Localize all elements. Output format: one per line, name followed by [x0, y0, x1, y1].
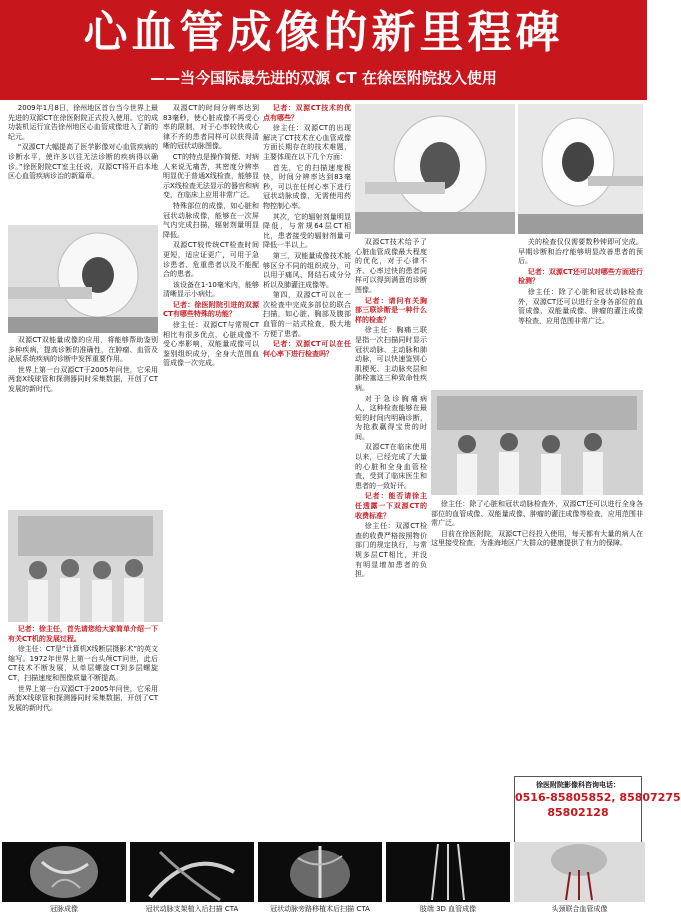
scan-stent: [130, 842, 254, 902]
caption-coronary: 冠脉成像: [50, 905, 78, 913]
page-subtitle: ——当今国际最先进的双源 CT 在徐医附院投入使用: [150, 69, 497, 87]
doctors-reviewing-photo: [431, 390, 643, 495]
paragraph: 其次，它的辐射剂量明显降低，与常规64层CT相比，患者接受的辐射剂量可降低一半以上。: [263, 212, 351, 250]
heart-vessels-illustration: [2, 842, 126, 902]
interview-question: 记者：双源CT还可以对哪些方面进行检测？: [518, 267, 643, 286]
ct-scanner-photo-left: [8, 225, 158, 333]
stent-illustration: [130, 842, 254, 902]
paragraph: 双源CT技术给予了心脏血管成像最大程度的优化，对于心律不齐、心率过快的患者同样可以得到满意的诊断图像。: [355, 238, 427, 294]
paragraph: 该设备在1-10毫米内，能够清晰显示小病灶。: [163, 280, 259, 299]
caption-head-neck: 头颈联合血管成像: [551, 905, 608, 913]
medical-team-photo: [8, 510, 163, 622]
caption-bypass: 冠状动脉旁路移植术后扫描 CTA: [270, 905, 370, 913]
interview-question: 记者：双源CT可以在任何心率下进行检查吗？: [263, 340, 351, 358]
paragraph: 双源CT双能量成像的应用，将能够帮助鉴别多种疾病，提高诊断的准确性，在肿瘤、血管及泌尿系统疾病的诊断中发挥重要作用。: [8, 336, 158, 364]
paragraph: 世界上第一台双源CT于2005年问世，它采用两套X线球管和探测器同时采集数据，开创了CT发展的新时代。: [8, 365, 158, 393]
headline-banner: [0, 0, 647, 100]
team-illustration: [8, 510, 163, 622]
interview-question: 记者：请问有关胸部三联诊断是一种什么样的检查？: [355, 296, 427, 324]
scan-head-neck: [514, 842, 645, 902]
paragraph: 徐主任：双源CT的出现解决了CT技术在心血管成像方面长期存在的技术难题，主要体现在以下几个方面：: [263, 124, 351, 161]
interview-question: 记者：双源CT技术的优点有哪些？: [263, 104, 351, 122]
article-column-1c: [8, 625, 158, 840]
head-neck-vessels-illustration: [514, 842, 645, 902]
caption-stent: 冠状动脉支架植入后扫描 CTA: [145, 905, 239, 913]
article-column-5b: [431, 500, 643, 772]
interview-question: 记者：徐医附院引进的双源CT有哪些特殊的功能？: [163, 300, 259, 319]
caption-limb: 肢端 3D 血管成像: [419, 905, 477, 913]
article-column-2: [163, 104, 259, 840]
scan-limb: [386, 842, 510, 902]
ct-scanner-photo-right: [518, 104, 643, 234]
article-column-4: [355, 238, 427, 840]
paragraph: 双源CT较传统CT检查时间更短，适应证更广，可用于急诊患者、危重患者以及不能配合的患者。: [163, 241, 259, 279]
article-column-3: [263, 104, 351, 840]
paragraph: 双源CT的时间分辨率达到83毫秒，使心脏成像不再受心率的限制，对于心率较快或心律不齐的患者同样可以获得清晰的冠状动脉图像。: [163, 104, 259, 151]
article-column-5: [518, 238, 643, 386]
scan-coronary: [2, 842, 126, 902]
article-column-1: [8, 104, 158, 224]
paragraph: 第四，双源CT可以在一次检查中完成多部位的联合扫描，如心脏、胸部及腹部血管的一站式检查，极大地方便了患者。: [263, 291, 351, 338]
paragraph: 第三，双能量成像技术能够区分不同的组织成分，可以用于痛风、肾结石成分分析以及肺灌注成像等。: [263, 251, 351, 289]
paragraph: 徐主任：除了心脏和冠状动脉检查外，双源CT还可以进行全身各部位的血管成像、双能量成像、肿瘤的灌注成像等检查，应用范围非常广泛。: [431, 500, 643, 528]
contact-box: [514, 776, 681, 844]
bypass-illustration: [258, 842, 382, 902]
paragraph: 徐主任：除了心脏和冠状动脉检查外，双源CT还可以进行全身各部位的血管成像、双能量成像、肿瘤的灌注成像等检查，应用范围非常广泛。: [518, 287, 643, 325]
paragraph: 双源CT在临床使用以来，已经完成了大量的心脏和全身血管检查，受到了临床医生和患者的一致好评。: [355, 443, 427, 490]
paragraph: 徐主任：双源CT与常规CT相比有很多优点，心脏成像不受心率影响，双能量成像可以鉴别组织成分，全身大范围血管成像一次完成。: [163, 321, 259, 368]
paragraph: 关的检查仅仅需要数秒钟即可完成。早期诊断和治疗能够明显改善患者的预后。: [518, 238, 643, 266]
paragraph: 世界上第一台双源CT于2005年问世，它采用两套X线球管和探测器同时采集数据，开创了CT发展的新时代。: [8, 684, 158, 712]
limb-vessels-illustration: [386, 842, 510, 902]
scan-image-strip: [0, 842, 647, 914]
article-column-1b: [8, 336, 158, 508]
contact-label: 徐医附院影像科咨询电话：: [536, 781, 620, 789]
doctors-illustration: [431, 390, 643, 495]
ct-console-illustration: [8, 225, 158, 333]
page-title: 心血管成像的新里程碑: [83, 7, 564, 58]
paragraph: 2009年1月8日，徐州地区首台当今世界上最先进的双源CT在徐医附院正式投入使用。它的成功装机运行宣告徐州地区心血管成像进入了新的纪元。: [8, 104, 158, 141]
interview-question: 记者：徐主任，首先请您给大家简单介绍一下有关CT机的发展过程。: [8, 625, 158, 643]
interview-question: 记者：能否请徐主任透露一下双源CT的收费标准？: [355, 492, 427, 520]
paragraph: 首先，它的扫描速度极快，时间分辨率达到83毫秒，可以在任何心率下进行冠状动脉成像，无需使用药物控制心率。: [263, 163, 351, 210]
contact-phone-1: 0516-85805852, 85807275: [515, 791, 681, 804]
paragraph: CT的特点是操作简便、对病人来说无痛苦，其密度分辨率明显优于普通X线检查，能够显示X线检查无法显示的器官和病变，在临床上应用非常广泛。: [163, 152, 259, 200]
scan-bypass: [258, 842, 382, 902]
ct-scanner-illustration: [355, 104, 515, 234]
paragraph: 对于急诊胸痛病人，这种检查能够在最短的时间内明确诊断，为抢救赢得宝贵的时间。: [355, 394, 427, 441]
paragraph: 徐主任：双源CT检查的收费严格按照物价部门的规定执行，与常规多层CT相比，并没有明显增加患者的负担。: [355, 522, 427, 579]
contact-phone-2: 85802128: [547, 806, 609, 819]
paragraph: “双源CT大幅提高了医学影像对心血管疾病的诊断水平，使许多以往无法诊断的疾病得以确诊。”徐医附院CT室主任说，双源CT将开启本地区心血管疾病诊治的新篇章。: [8, 143, 158, 181]
paragraph: 徐主任：胸痛三联是指一次扫描同时显示冠状动脉、主动脉和肺动脉，可以快速鉴别心肌梗死、主动脉夹层和肺栓塞这三种致命性疾病。: [355, 326, 427, 392]
paragraph: 徐主任：CT是“计算机X线断层摄影术”的英文缩写。1972年世界上第一台头颅CT问世，此后CT技术不断发展，从单层螺旋CT到多层螺旋CT，扫描速度和图像质量不断提高。: [8, 645, 159, 682]
ct-scanner-photo-top: [355, 104, 515, 234]
paragraph: 特殊部位的成像，如心脏和冠状动脉成像，能够在一次屏气内完成扫描，辐射剂量明显降低。: [163, 201, 259, 239]
ct-gantry-illustration: [518, 104, 643, 234]
paragraph: 目前在徐医附院，双源CT已经投入使用，每天都有大量的病人在这里接受检查，为淮海地区广大群众的健康提供了有力的保障。: [431, 529, 643, 548]
